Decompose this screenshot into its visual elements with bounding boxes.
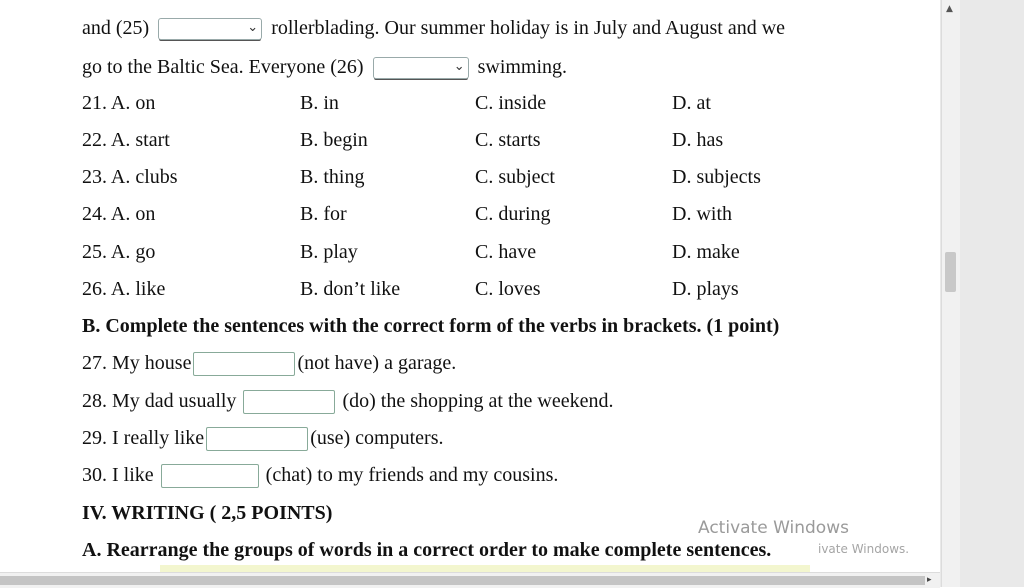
sentence-text: 29. I really like [82,427,205,449]
answer-dropdown-26[interactable] [373,57,469,79]
option-a: 21. A. on [82,92,156,114]
horizontal-scrollbar[interactable] [0,572,940,588]
sentence-29 [82,426,443,451]
option-a: 23. A. clubs [82,166,178,188]
sentence-text: 28. My dad usually [82,390,237,412]
vertical-scroll-thumb[interactable] [945,252,956,292]
chevron-down-icon: ⌄ [247,20,259,36]
option-a: 22. A. start [82,129,170,151]
writing-heading: IV. WRITING ( 2,5 POINTS) [82,502,333,524]
passage-text: go to the Baltic Sea. Everyone (26) [82,56,364,78]
answer-dropdown-25[interactable] [158,18,262,40]
option-d: D. plays [672,278,739,300]
option-d: D. subjects [672,166,761,188]
option-c: C. subject [475,166,555,188]
option-b: B. don’t like [300,278,401,300]
vertical-scrollbar[interactable] [941,0,960,587]
option-a: 25. A. go [82,241,156,263]
sentence-text: (do) the shopping at the weekend. [342,390,614,412]
option-a: 24. A. on [82,203,156,225]
sentence-30 [82,463,558,488]
passage-text: rollerblading. Our summer holiday is in July and August and we [271,17,786,39]
option-c: C. inside [475,92,547,114]
passage-line-1 [82,16,785,40]
option-c: C. starts [475,129,541,151]
option-d: D. at [672,92,711,114]
sentence-text: 30. I like [82,464,154,486]
chevron-down-icon: ⌄ [453,59,465,75]
passage-line-2 [82,55,567,79]
option-b: B. in [300,92,339,114]
answer-input-28[interactable] [243,390,335,414]
sentence-text: (not have) a garage. [297,352,457,374]
watermark-fragment: ivate Windows. [818,542,910,556]
sentence-27 [82,351,456,376]
answer-input-27[interactable] [193,352,295,376]
sentence-28 [82,389,613,414]
passage-text: swimming. [477,56,568,78]
option-d: D. make [672,241,740,263]
option-b: B. begin [300,129,368,151]
section-b-heading: B. Complete the sentences with the correct form of the verbs in brackets. (1 point) [82,315,780,337]
passage-text: and (25) [82,17,150,39]
sentence-text: 27. My house [82,352,192,374]
option-b: B. play [300,241,358,263]
horizontal-scroll-thumb[interactable] [0,576,925,585]
option-c: C. loves [475,278,541,300]
option-d: D. with [672,203,732,225]
scroll-up-arrow-icon[interactable]: ▲ [946,4,953,14]
activate-windows-watermark: Activate Windows [698,518,849,538]
sentence-text: (use) computers. [310,427,444,449]
writing-subheading: A. Rearrange the groups of words in a correct order to make complete sentences. [82,539,772,561]
sentence-text: (chat) to my friends and my cousins. [265,464,559,486]
option-c: C. during [475,203,551,225]
option-c: C. have [475,241,537,263]
scroll-right-arrow-icon[interactable]: ▸ [927,575,932,585]
answer-input-29[interactable] [206,427,308,451]
option-d: D. has [672,129,724,151]
option-a: 26. A. like [82,278,166,300]
answer-input-30[interactable] [161,464,259,488]
option-b: B. for [300,203,347,225]
option-b: B. thing [300,166,365,188]
